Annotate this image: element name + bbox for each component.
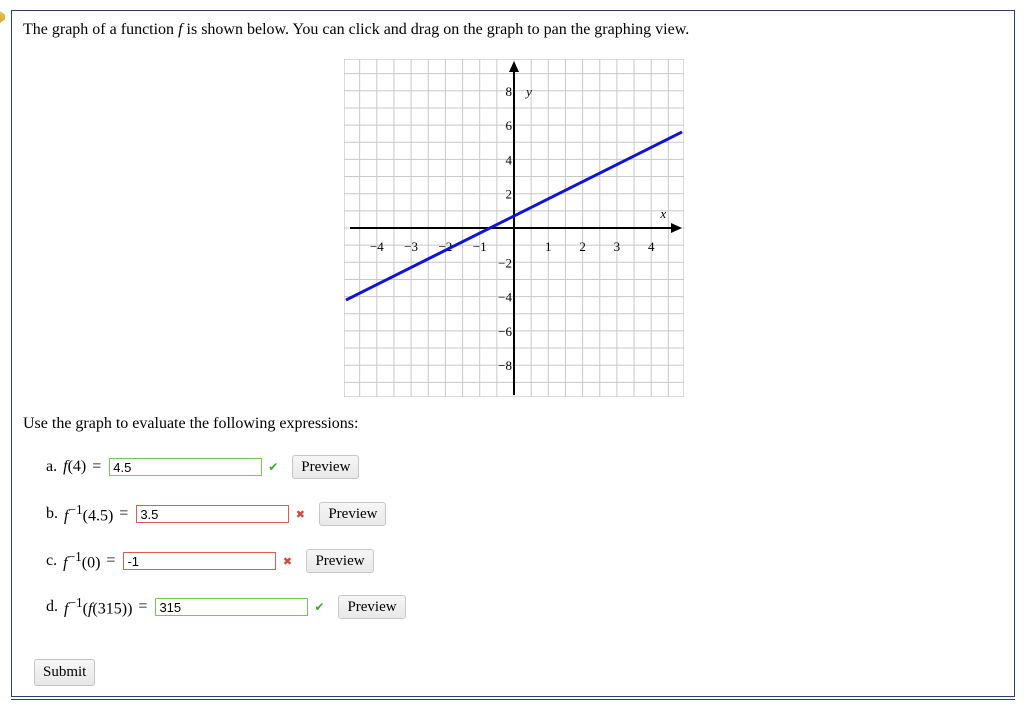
bottom-divider (11, 699, 1015, 702)
corner-marker (0, 11, 5, 23)
answer-row (46, 595, 406, 619)
answer-input[interactable] (123, 552, 276, 570)
incorrect-x-icon: ✖ (295, 508, 305, 521)
y-axis-label: y (526, 83, 532, 99)
item-expression: $f^{-1}(0)$ (63, 549, 101, 572)
item-expression: f(4) (63, 458, 87, 475)
y-tick-label: −6 (498, 323, 512, 339)
y-tick-label: 2 (505, 186, 512, 202)
y-tick-label: −8 (498, 358, 512, 374)
question-prefix: The graph of a function (23, 21, 175, 38)
y-tick-label: 6 (505, 118, 512, 134)
answer-row (46, 549, 374, 573)
x-tick-label: 4 (647, 239, 655, 254)
x-tick-label: −4 (369, 239, 384, 254)
submit-button[interactable]: Submit (34, 659, 95, 686)
equals-sign: = (119, 505, 129, 522)
answer-row (46, 455, 359, 479)
x-tick-label: −2 (438, 239, 453, 254)
function-graph[interactable] (344, 59, 684, 397)
answer-input[interactable] (155, 598, 308, 616)
equals-sign: = (106, 552, 116, 569)
equals-sign: = (92, 458, 102, 475)
question-suffix: is shown below. You can click and drag on the graph to pan the graphing view. (186, 21, 690, 38)
item-letter: d. (46, 598, 58, 615)
answer-input[interactable] (109, 458, 262, 476)
item-letter: a. (46, 458, 58, 475)
x-tick-label: 3 (613, 239, 621, 254)
x-tick-label: 1 (545, 239, 552, 254)
x-axis-label: x (660, 206, 667, 221)
question-text (23, 21, 689, 39)
instructions-text: Use the graph to evaluate the following expressions: (23, 415, 359, 432)
equals-sign: = (138, 598, 148, 615)
preview-button[interactable]: Preview (292, 455, 359, 479)
y-tick-label: 8 (505, 83, 512, 99)
x-tick-label: −1 (472, 239, 487, 254)
y-tick-label: −2 (498, 255, 512, 271)
answer-row (46, 502, 386, 526)
y-tick-label: 4 (505, 152, 512, 168)
correct-check-icon: ✔ (268, 459, 279, 474)
x-tick-label: −3 (404, 239, 419, 254)
correct-check-icon: ✔ (314, 599, 325, 614)
preview-button[interactable]: Preview (338, 595, 405, 619)
item-expression: $f^{-1}(f(315))$ (64, 595, 133, 618)
function-name: f (178, 21, 183, 38)
item-letter: b. (46, 505, 58, 522)
item-letter: c. (46, 552, 58, 569)
preview-button[interactable]: Preview (319, 502, 386, 526)
incorrect-x-icon: ✖ (282, 555, 293, 568)
preview-button[interactable]: Preview (306, 549, 373, 573)
answer-input[interactable] (136, 505, 289, 523)
item-expression: $f^{-1}(4.5)$ (64, 502, 114, 525)
y-tick-label: −4 (498, 289, 512, 305)
x-tick-label: 2 (579, 239, 586, 254)
